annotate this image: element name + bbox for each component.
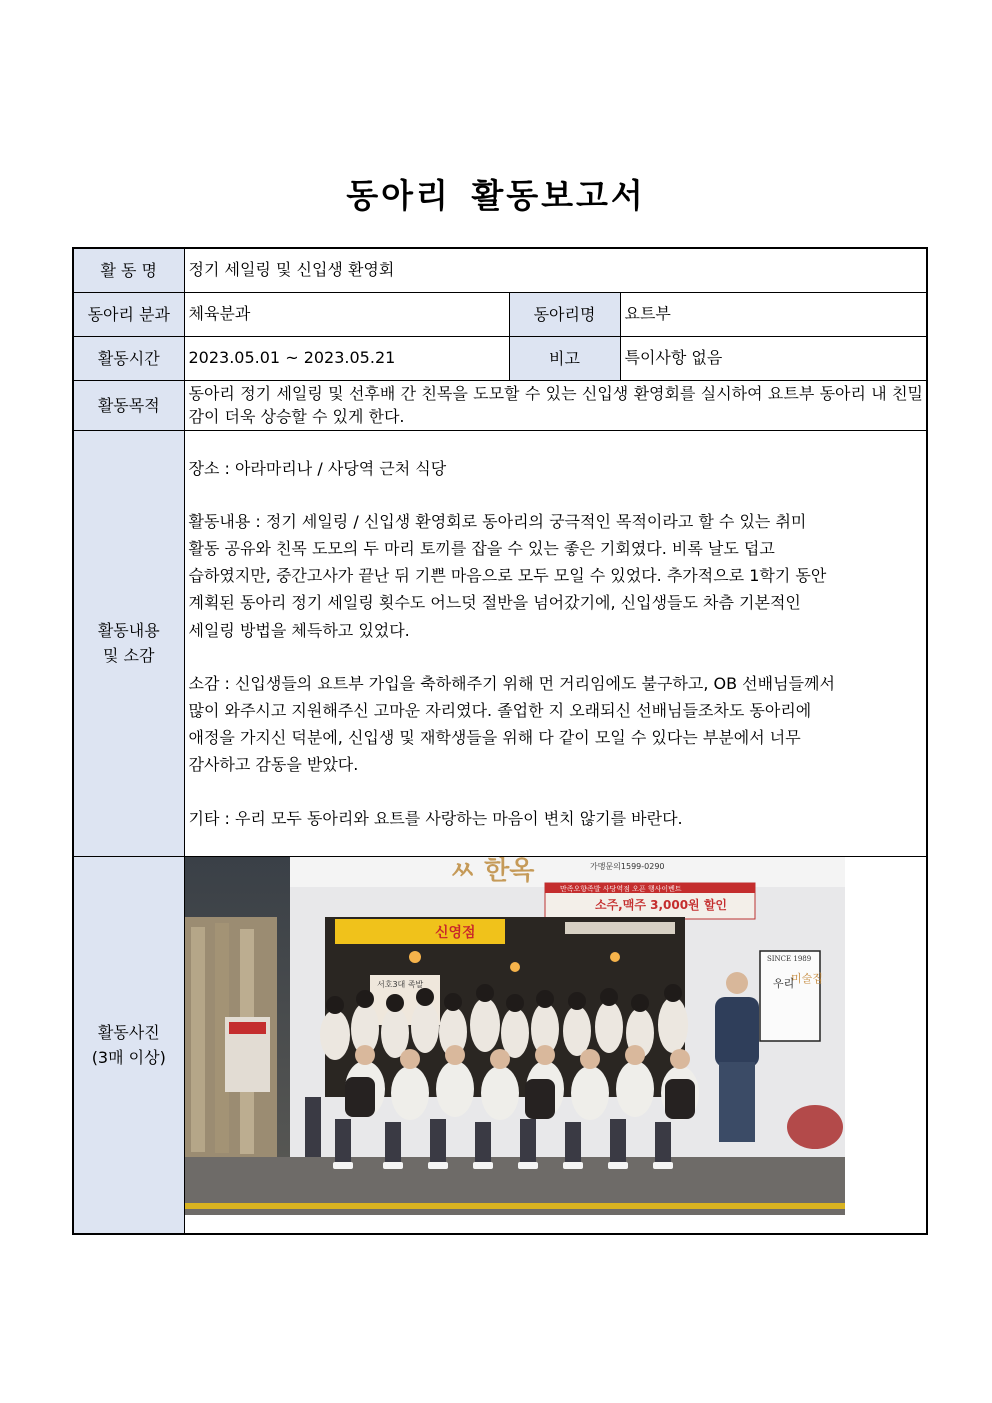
value-remarks: 특이사항 없음: [620, 336, 927, 380]
row-activity-time: [73, 336, 927, 380]
banner-line2: 소주,맥주 3,000원 할인: [594, 897, 727, 912]
content-place: 장소 : 아라마리나 / 사당역 근처 식당: [188, 458, 447, 478]
document-title: 동아리 활동보고서: [346, 176, 646, 215]
row-purpose: [73, 380, 927, 430]
group-photo: [185, 857, 845, 1215]
value-photos: [184, 856, 927, 1234]
content-activity-line: 활동 공유와 친목 도모의 두 마리 토끼를 잡을 수 있는 좋은 기회였다. 비록 날도 덥고: [188, 538, 775, 558]
content-activity-line: 활동내용 : 정기 세일링 / 신입생 환영회로 동아리의 궁극적인 목적이라고 할 수 있는 취미: [188, 511, 807, 531]
content-activity-line: 세일링 방법을 체득하고 있었다.: [188, 620, 410, 640]
content-activity-line: 습하였지만, 중간고사가 끝난 뒤 기쁜 마음으로 모두 모일 수 있었다. 추가적으로 1학기 동안: [188, 566, 827, 586]
label-photos-line2: (3매 이상): [91, 1047, 166, 1067]
value-activity-time: 2023.05.01 ~ 2023.05.21: [184, 336, 509, 380]
row-activity-name: [73, 248, 927, 292]
row-photos: [73, 856, 927, 1234]
row-club-info: [73, 292, 927, 336]
sign-vertical-right: 미술집: [790, 971, 823, 985]
content-etc: 기타 : 우리 모두 동아리와 요트를 사랑하는 마음이 변치 않기를 바란다.: [188, 808, 683, 828]
value-content: [184, 430, 927, 856]
label-club-division: 동아리 분과: [73, 292, 184, 336]
sign-phone: 가맹문의1599-0290: [589, 861, 665, 871]
label-content-line2: 및 소감: [103, 646, 155, 666]
sign-since: SINCE 1989: [766, 954, 811, 963]
label-club-name: 동아리명: [509, 292, 620, 336]
content-activity-line: 계획된 동아리 정기 세일링 횟수도 어느덧 절반을 넘어갔기에, 신입생들도 차츰 기본적인: [188, 593, 801, 613]
label-content: [73, 430, 184, 856]
row-content: [73, 430, 927, 856]
label-purpose: 활동목적: [73, 380, 184, 430]
sign-vertical-left: 우리: [772, 976, 794, 990]
activity-report-table: [72, 247, 928, 1235]
content-impression-line: 소감 : 신입생들의 요트부 가입을 축하해주기 위해 먼 거리임에도 불구하고, OB 선배님들께서: [188, 673, 835, 693]
sign-store: 서호3대 족발: [376, 979, 423, 989]
content-impression-line: 많이 와주시고 지원해주신 고마운 자리였다. 졸업한 지 오래되신 선배님들조차도 동아리에: [188, 700, 812, 720]
banner-line1: 만족오향족발 사당역점 오픈 행사이벤트: [559, 884, 682, 893]
label-activity-time: 활동시간: [73, 336, 184, 380]
value-purpose: 동아리 정기 세일링 및 선후배 간 친목을 도모할 수 있는 신입생 환영회를 실시하여 요트부 동아리 내 친밀감이 더욱 상승할 수 있게 한다.: [184, 380, 927, 430]
value-club-name: 요트부: [620, 292, 927, 336]
content-impression-line: 감사하고 감동을 받았다.: [188, 755, 359, 775]
svg-text:신영점: 신영점: [434, 924, 476, 941]
label-content-line1: 활동내용: [97, 621, 160, 641]
label-photos-line1: 활동사진: [97, 1022, 160, 1042]
content-impression-line: 애정을 가지신 덕분에, 신입생 및 재학생들을 위해 다 같이 모일 수 있다는 부분에서 너무: [188, 728, 801, 748]
svg-text:ㅆ 한옥: ㅆ 한옥: [449, 856, 534, 886]
label-remarks: 비고: [509, 336, 620, 380]
label-activity-name: 활 동 명: [73, 248, 184, 292]
value-club-division: 체육분과: [184, 292, 509, 336]
label-photos: [73, 856, 184, 1234]
value-activity-name: 정기 세일링 및 신입생 환영회: [184, 248, 927, 292]
